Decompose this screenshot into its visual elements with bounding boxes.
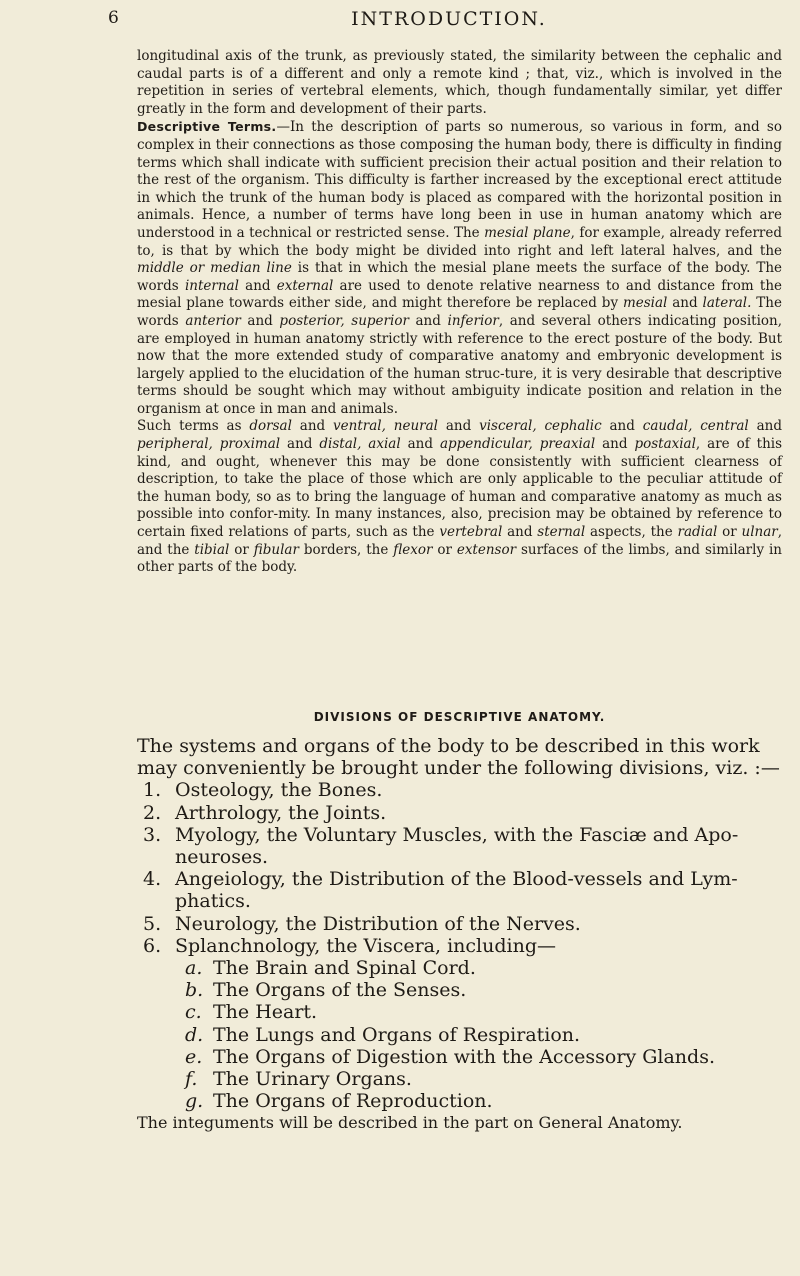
list-number: 5. xyxy=(143,912,162,935)
closing-note: The integuments will be described in the part on General Anatomy. xyxy=(137,1113,683,1133)
text-run: , and the xyxy=(137,524,783,558)
page-header xyxy=(108,8,790,48)
sublist-item-text: The Organs of Digestion with the Accessory Glands. xyxy=(213,1045,715,1068)
paragraph-continuation xyxy=(137,48,782,118)
list-item-text: Osteology, the Bones. xyxy=(175,779,383,802)
list-item xyxy=(137,868,782,912)
list-item xyxy=(137,779,782,801)
text-run: and xyxy=(437,418,480,435)
text-run: Such terms as xyxy=(137,418,250,435)
list-item-text: Myology, the Voluntary Muscles, with the Fasciæ and Apo-neuroses. xyxy=(175,823,739,869)
text-run: are used to denote relative nearness to and distance from the mesial plane towards either side, and might therefore be replaced by xyxy=(137,277,783,312)
italic-term: anterior xyxy=(185,312,241,329)
text-run: and xyxy=(291,418,334,435)
text-run: and xyxy=(408,312,448,329)
list-number: 4. xyxy=(143,868,162,891)
italic-term: flexor xyxy=(393,541,433,558)
sublist-letter: b. xyxy=(185,979,204,1002)
sublist-item xyxy=(175,979,782,1001)
italic-term: mesial xyxy=(622,295,668,312)
italic-term: postaxial xyxy=(634,436,696,453)
text-run: and xyxy=(502,524,538,541)
italic-term: extensor xyxy=(456,541,517,558)
list-number: 2. xyxy=(143,801,162,824)
italic-term: middle or median line xyxy=(137,260,292,277)
text-run: borders, the xyxy=(298,541,394,558)
paragraph-text: longitudinal axis of the trunk, as previously stated, the similarity between the cephalic and caudal parts is of a different and only a remote kind ; that, viz., which is involved in the repetition in series of vertebral elements, which, though fundamentally similar, yet differ greatly in the form and development of their parts. xyxy=(137,48,782,117)
list-item xyxy=(137,935,782,1113)
sublist-item xyxy=(175,1001,782,1023)
sublist-letter: e. xyxy=(185,1045,203,1068)
paragraph-such-terms xyxy=(137,418,782,576)
text-run: and xyxy=(601,418,643,435)
sublist-item-text: The Organs of Reproduction. xyxy=(213,1090,493,1113)
body-text xyxy=(137,48,782,577)
section-heading: DIVISIONS OF DESCRIPTIVE ANATOMY. xyxy=(313,710,606,724)
italic-term: external xyxy=(276,277,334,294)
text-run: and xyxy=(667,295,703,312)
text-run: or xyxy=(432,541,457,558)
sublist-letter: c. xyxy=(185,1001,202,1024)
italic-term: peripheral, proximal xyxy=(137,436,281,453)
sublist-item-text: The Organs of the Senses. xyxy=(213,979,467,1002)
text-run: The words xyxy=(137,295,782,329)
text-run: and xyxy=(748,418,782,435)
italic-term: appendicular, preaxial xyxy=(439,436,596,453)
italic-term: sternal xyxy=(537,524,586,541)
sublist-letter: g. xyxy=(185,1090,204,1113)
list-item-text: Arthrology, the Joints. xyxy=(175,801,387,824)
text-run: surfaces of the limbs, and similarly in other parts of the body. xyxy=(137,541,782,576)
italic-term: dorsal xyxy=(249,418,292,435)
text-run: is that in which the mesial plane meets the surface of the body. The words xyxy=(137,260,783,294)
list-item-text: Splanchnology, the Viscera, including— xyxy=(175,934,556,957)
italic-term: caudal, central xyxy=(642,418,749,435)
sublist-item-text: The Brain and Spinal Cord. xyxy=(213,957,476,980)
text-run: , and several others indicating position, are employed in human anatomy strictly with reference to the erect posture of the body. But now that the more extended study of comparative anatomy and embryonic development is largely applied to the elucidation of the human struc-ture, it is very desirable that descriptive terms should be sought which may without ambiguity indicate position and relation in the organism at once in man and animals. xyxy=(137,312,783,417)
divisions-intro: The systems and organs of the body to be described in this work may conveniently be brought under the following divisions, viz. :— xyxy=(137,735,780,780)
sublist-item xyxy=(175,957,782,979)
list-item xyxy=(137,824,782,868)
text-run: aspects, the xyxy=(585,524,678,541)
paragraph-descriptive-terms xyxy=(137,118,782,418)
italic-term: radial xyxy=(677,524,718,541)
italic-term: vertebral xyxy=(439,524,503,541)
italic-term: posterior, superior xyxy=(279,312,409,329)
italic-term: internal xyxy=(184,277,239,294)
text-run: and xyxy=(240,312,280,329)
text-run: or xyxy=(229,541,254,558)
italic-term: tibial xyxy=(194,541,230,558)
text-run: —In the description of parts so numerous, so various in form, and so complex in their connections as those composing the human body, there is difficulty in finding terms which shall indicate with sufficient precision their actual position and their relation to the rest of the organism. This difficulty is farther increased by the exceptional erect attitude in which the trunk of the human body is placed as compared with the horizontal position in animals. Hence, a number of terms have long been in use in human anatomy which are understood in a technical or restricted sense. The xyxy=(137,119,783,241)
sublist-item xyxy=(175,1090,782,1112)
text-run: , for example, already referred to, is that by which the body might be divided into right and left lateral halves, and the xyxy=(137,224,782,259)
list-number: 1. xyxy=(143,779,162,802)
list-number: 3. xyxy=(143,823,162,846)
page-number: 6 xyxy=(108,8,119,28)
italic-term: inferior xyxy=(447,312,499,329)
sublist-letter: f. xyxy=(185,1068,198,1091)
text-run: or xyxy=(717,524,742,541)
italic-term: distal, axial xyxy=(319,436,401,453)
sublist-item-text: The Heart. xyxy=(213,1001,318,1024)
italic-term: ventral, neural xyxy=(333,418,438,435)
sublist-item-text: The Urinary Organs. xyxy=(213,1068,412,1091)
italic-term: visceral, cephalic xyxy=(479,418,602,435)
sublist-item xyxy=(175,1046,782,1068)
viscera-sublist xyxy=(175,957,782,1112)
divisions-section xyxy=(137,735,782,1135)
list-item xyxy=(137,802,782,824)
list-item xyxy=(137,913,782,935)
text-run: and xyxy=(400,436,440,453)
sublist-letter: a. xyxy=(185,957,203,980)
italic-term: lateral. xyxy=(702,295,752,312)
section-run-in-heading: Descriptive Terms. xyxy=(137,119,277,135)
italic-term: mesial plane xyxy=(484,224,571,241)
running-head: INTRODUCTION. xyxy=(351,8,547,30)
sublist-item xyxy=(175,1068,782,1090)
sublist-item-text: The Lungs and Organs of Respiration. xyxy=(213,1023,581,1046)
text-run: , are of this kind, and ought, whenever this may be done consistently with sufficient clearness of description, to take the place of those which are only applicable to the peculiar attitude of the human body, so as to bring the language of human and comparative anatomy as much as possible into confor-mity. In many instances, also, precision may be obtained by reference to certain fixed relations of parts, such as the xyxy=(137,436,783,541)
italic-term: ulnar xyxy=(741,524,778,541)
list-number: 6. xyxy=(143,934,162,957)
text-run: and xyxy=(238,277,277,294)
list-item-text: Neurology, the Distribution of the Nerves. xyxy=(175,912,581,935)
sublist-item xyxy=(175,1024,782,1046)
text-run: and xyxy=(280,436,320,453)
divisions-list xyxy=(137,779,782,1112)
list-item-text: Angeiology, the Distribution of the Blood-vessels and Lym-phatics. xyxy=(175,868,738,913)
italic-term: fibular xyxy=(253,541,299,558)
sublist-letter: d. xyxy=(185,1023,204,1046)
text-run: and xyxy=(595,436,635,453)
